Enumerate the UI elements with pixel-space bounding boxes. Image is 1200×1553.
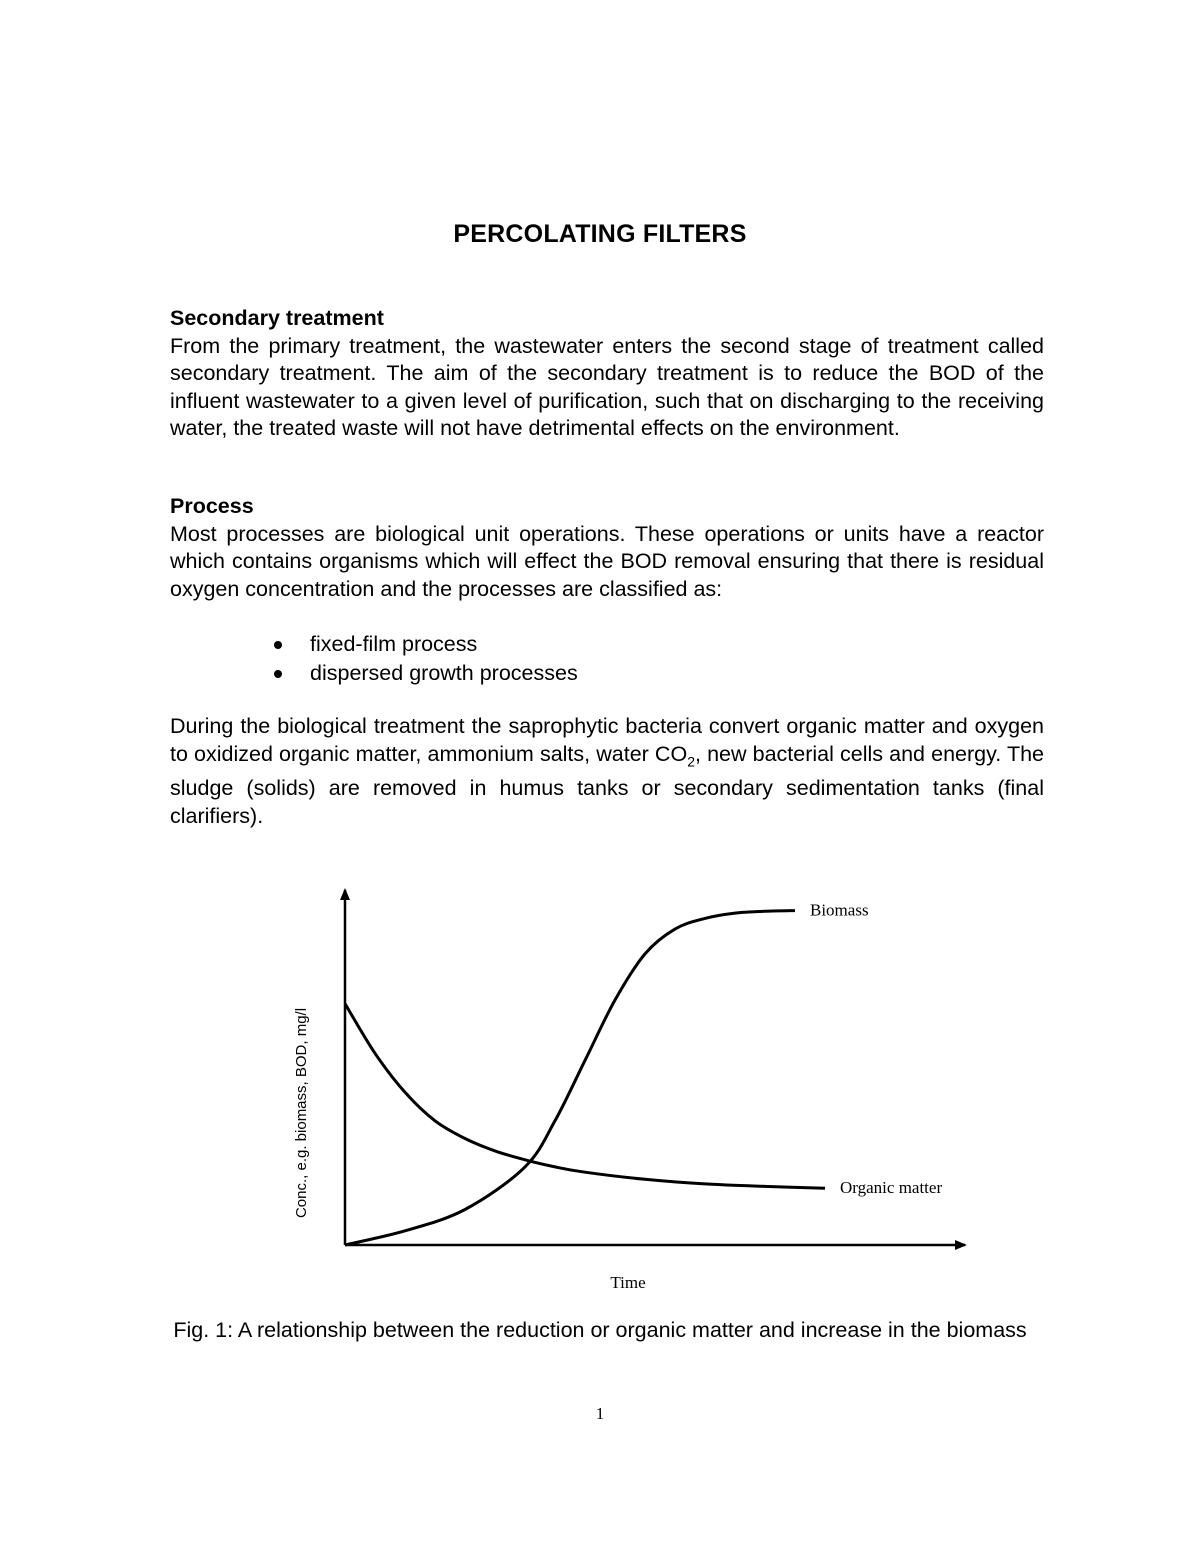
bullet-icon (274, 670, 282, 678)
paragraph-biological-treatment (170, 713, 1044, 830)
figure-caption: Fig. 1: A relationship between the reduction or organic matter and increase in the biomass (173, 1318, 1027, 1342)
section-heading: Secondary treatment (170, 306, 384, 330)
co2-subscript: 2 (687, 752, 695, 769)
figure-1-chart (270, 880, 1000, 1300)
paragraph-text-part2: , new bacterial cells and energy. The sludge (solids) are removed in humus tanks or secondary sedimentation tanks (final clarifiers). (170, 741, 1044, 828)
process-classification-list (270, 630, 578, 688)
section-heading: Process (170, 494, 254, 518)
legend-label-biomass: Biomass (810, 900, 869, 920)
x-axis-label: Time (610, 1273, 646, 1292)
list-item-text: dispersed growth processes (310, 661, 578, 685)
bullet-icon (274, 641, 282, 649)
section-body: From the primary treatment, the wastewater enters the second stage of treatment called secondary treatment. The aim of the secondary treatment is to reduce the BOD of the influent wastewater to a given level of purification, such that on discharging to the receiving water, the treated waste will not have detrimental effects on the environment. (170, 333, 1044, 440)
series-line-biomass (345, 911, 795, 1245)
list-item (270, 659, 578, 688)
paragraph-text-part1: During the biological treatment the saprophytic bacteria convert organic matter and oxygen to oxidized organic matter, ammonium salts, water CO (170, 714, 1044, 766)
page-number: 1 (595, 1404, 605, 1423)
y-axis-label: Conc., e.g. biomass, BOD, mg/l (293, 1007, 310, 1219)
list-item-text: fixed-film process (310, 632, 478, 656)
section-body: Most processes are biological unit operations. These operations or units have a reactor which contains organisms which will effect the BOD removal ensuring that there is residual oxygen concentration and the processes are classified as: (170, 521, 1044, 601)
list-item (270, 630, 578, 659)
chart-series-group (345, 901, 942, 1245)
section-process (170, 493, 1044, 603)
series-line-organic-matter (345, 1004, 825, 1189)
document-title: PERCOLATING FILTERS (453, 220, 747, 248)
legend-label-organic-matter: Organic matter (840, 1178, 943, 1198)
section-secondary-treatment (170, 305, 1044, 443)
